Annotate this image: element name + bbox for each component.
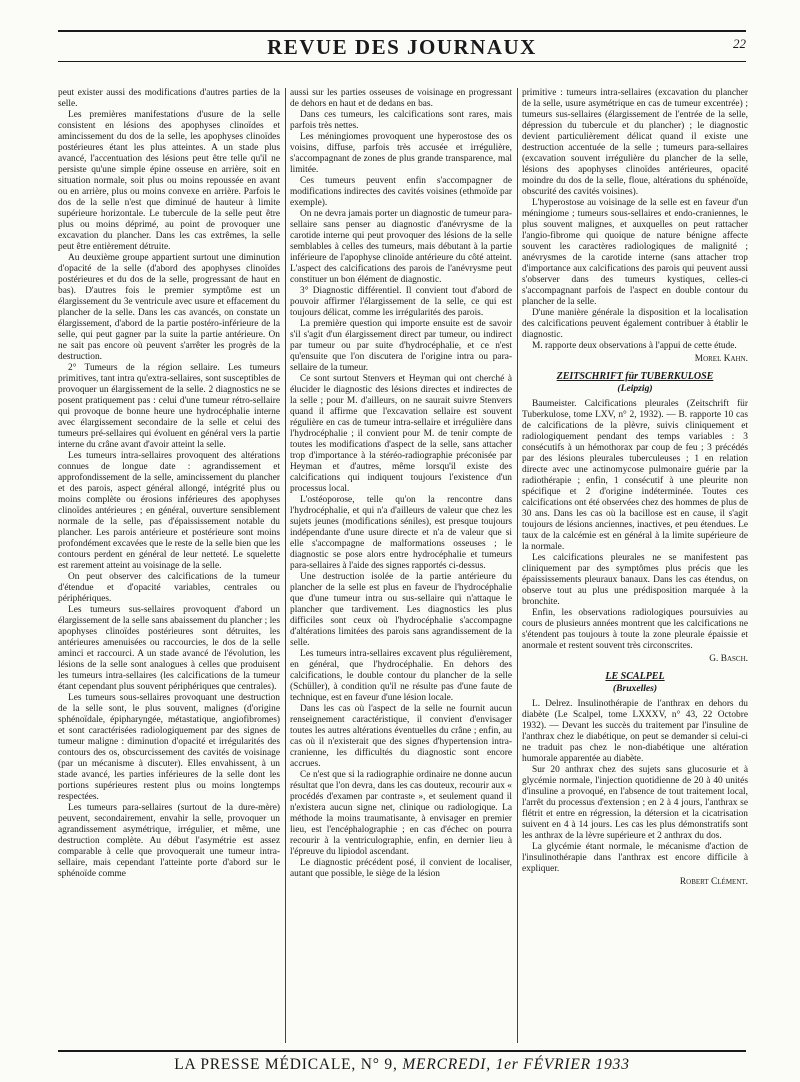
paragraph: Ce n'est que si la radiographie ordinaire ne donne aucun résultat que l'on devra, dans les cas douteux, recourir aux « procédés d'examen par contraste », et seulement quand il n'existera aucun signe net, clinique ou radiologique. La méthode la moins traumatisante, à envisager en premier lieu, est l'encéphalographie ; en cas d'échec on pourra recourir à la ventriculographie, enfin, en dernier lieu à l'épreuve du lipiodol ascendant. [290,770,512,857]
paragraph: Les méningiomes provoquent une hyperostose des os voisins, diffuse, parfois très accusée et irrégulière, s'accompagnant de zones de plus grande transparence, mal limitée. [290,132,512,175]
paragraph: Ce sont surtout Stenvers et Heyman qui ont cherché à élucider le diagnostic des lésions directes et indirectes de la selle ; pour M. d'ailleurs, on ne saurait suivre Stenvers quand il affirme que l'excavation sellaire est souvent régulière en cas de tumeur intra-sellaire et irrégulière dans l'hydrocéphalie ; il convient pour M. de tenir compte de toutes les modifications d'aspect de la selle, sans attacher trop d'importance à la stéréo-radiographie préconisée par Heyman et d'autres, même lorsqu'il existe des calcifications qui indiquent toujours l'existence d'un processus local. [290,374,512,494]
paragraph: L'ostéoporose, telle qu'on la rencontre dans l'hydrocéphalie, et qui n'a d'ailleurs de valeur que chez les sujets jeunes (modifications séniles), est presque toujours indépendante d'une usure directe et n'a de valeur que si elle s'accompagne de malformations osseuses ; le diagnostic se pose alors entre hydrocéphalie et tumeurs para-sellaires à l'aide des signes rapportés ci-dessus. [290,495,512,571]
column-3 [522,88,748,1048]
journal-heading: ZEITSCHRIFT für TUBERKULOSE [556,371,714,382]
footer-date: MERCREDI, 1er FÉVRIER 1933 [402,1056,630,1073]
paragraph: aussi sur les parties osseuses de voisinage en progressant de dehors en haut et de dedans en bas. [290,88,512,109]
paragraph: Dans les cas où l'aspect de la selle ne fournit aucun renseignement caractéristique, il convient d'envisager toutes les autres altérations éventuelles du crâne ; enfin, au cas où il n'existerait que des signes d'hypertension intra-cranienne, les difficultés du diagnostic sont encore accrues. [290,704,512,769]
paragraph: La glycémie étant normale, le mécanisme d'action de l'insulinothérapie dans l'anthrax est encore difficile à expliquer. [522,842,748,874]
footer-line [58,1056,746,1074]
article-columns [58,88,748,1048]
paragraph: Les tumeurs sus-sellaires provoquent d'abord un élargissement de la selle sans abaissement du plancher ; les apophyses clinoïdes postérieures sont détruites, les antérieures amenuisées ou raccourcies, le dos de la selle aminci et raccourci. A un stade avancé de l'évolution, les lésions de la selle sont analogues à celles que produisent les tumeurs intra-sellaires (les calcifications de la tumeur étant cependant plus souvent périphériques que centrales). [58,605,280,692]
paragraph: Enfin, les observations radiologiques poursuivies au cours de plusieurs années montrent que les calcifications ne s'étendent pas toujours à toute la zone pleurale épaissie et anormale et restent souvent très circonscrites. [522,608,748,651]
header-rule [58,61,746,62]
journal-location: (Leipzig) [617,383,653,394]
paragraph: Les tumeurs sous-sellaires provoquant une destruction de la selle sont, le plus souvent, malignes (d'origine sphénoïdale, épipharyngée, métastatique, angiofibromes) et sont caractérisées radiologiquement par des signes de tumeur maligne : diminution d'opacité et irrégularités des contours des os, obscurcissement des cavités de voisinage (par un mécanisme à discuter). Elles envahissent, à un stade avancé, les parties inférieures de la selle dont les portions supérieures restent plus ou moins longtemps respectées. [58,693,280,802]
page-header [58,30,746,64]
paragraph: 3° Diagnostic différentiel. Il convient tout d'abord de pouvoir affirmer l'élargissement de la selle, ce qui est toujours délicat, comme les irrégularités des parois. [290,286,512,318]
author-signature: G. Basch. [709,654,748,664]
column-divider [517,88,518,1043]
column-2 [290,88,512,1048]
paragraph: primitive : tumeurs intra-sellaires (excavation du plancher de la selle, usure asymétrique en cas de tumeur excentrée) ; tumeurs sus-sellaires (élargissement de l'entrée de la selle, dépression du tubercule et du plancher) ; le diagnostic devient particulièrement délicat quand il existe une destruction accentuée de la selle ; tumeurs para-sellaires (excavation souvent irrégulière du plancher de la selle, lésions des apophyses clinoïdes antérieures, opacité moindre du dos de la selle, floue, altérations du sphénoïde, obscurité des cavités voisines). [522,88,748,197]
paragraph: On ne devra jamais porter un diagnostic de tumeur para-sellaire sans penser au diagnostic d'anévrysme de la carotide interne qui peut provoquer des lésions de la selle semblables à celles des tumeurs, mais débutant à la partie inférieure de l'apophyse clinoïde antérieure du côté atteint. L'aspect des calcifications des parois de l'anévrysme peut constituer un bon élément de diagnostic. [290,209,512,285]
author-signature: Morel Kahn. [694,354,748,364]
paragraph: D'une manière générale la disposition et la localisation des calcifications peuvent également contribuer à établir le diagnostic. [522,308,748,340]
paragraph: Les tumeurs intra-sellaires excavent plus régulièrement, en général, que l'hydrocéphalie. En dehors des calcifications, le double contour du plancher de la selle (Schüller), à condition qu'il ne résulte pas d'une faute de technique, est en faveur d'une lésion locale. [290,649,512,703]
journal-location: (Bruxelles) [612,683,658,694]
paragraph: 2° Tumeurs de la région sellaire. Les tumeurs primitives, tant intra qu'extra-sellaires, sont susceptibles de provoquer un élargissement de la selle. 2 diagnostics ne se posent pratiquement pas : celui d'une tumeur rétro-sellaire qui provoque de bonne heure une hydrocéphalie interne avec élargissement secondaire de la selle et celui des tumeurs pré-sellaires qui évoluent en général vers la partie interne du crâne avant d'avoir atteint la selle. [58,363,280,450]
paragraph: L'hyperostose au voisinage de la selle est en faveur d'un méningiome ; tumeurs sous-sellaires et endo-craniennes, le plus souvent malignes, et auxquelles on peut rattacher l'angio-fibrome qui quoique de nature bénigne affecte souvent les caractères radiologiques de malignité ; anévrysmes de la carotide interne (sans attacher trop d'importance aux calcifications des parois qui peuvent aussi s'observer dans des tumeurs kystiques, celles-ci s'accompagnant parfois de l'aspect en double contour du plancher de la selle. [522,198,748,307]
paragraph: Au deuxième groupe appartient surtout une diminution d'opacité de la selle (d'abord des apophyses clinoïdes postérieures et du dos de la selle, progressant de haut en bas). D'autres fois le premier symptôme est un élargissement du 3e ventricule avec usure et effacement du plancher de la selle. Dans les cas avancés, on constate un élargissement, d'abord de la partie postéro-inférieure de la selle, qui peut gagner par la suite la partie antérieure. On ne sait pas encore où peuvent s'arrêter les progrès de la destruction. [58,253,280,362]
column-divider [285,88,286,1043]
header-rule [58,30,746,32]
paragraph: Les tumeurs intra-sellaires provoquent des altérations connues de longue date : agrandissement et approfondissement de la selle, amincissement du plancher et des parois, aspect général allongé, intégrité plus ou moins complète ou érosions inférieures des apophyses clinoïdes antérieures ; en général, ouverture sensiblement normale de la selle, pas d'épaississement notable du plancher. Les parois antérieure et postérieure sont moins profondément excavées que le reste de la selle bien que les contours perdent en général de leur netteté. Le squelette est rarement atteint au voisinage de la selle. [58,451,280,571]
journal-heading: LE SCALPEL [605,671,665,682]
page-footer [58,1050,746,1076]
paragraph: Sur 20 anthrax chez des sujets sans glucosurie et à glycémie normale, l'injection quotidienne de 20 à 40 unités d'insuline a provoqué, en l'absence de tout traitement local, l'arrêt du processus d'extension ; en 2 à 4 jours, l'anthrax se flétrit et entre en régression, la détersion et la cicatrisation suivent en 4 à 14 jours. Les cas les plus démonstratifs sont les anthrax de la lèvre supérieure et 2 anthrax du dos. [522,765,748,841]
paragraph: On peut observer des calcifications de la tumeur d'étendue et d'opacité variables, centrales ou périphériques. [58,572,280,604]
paragraph: L. Delrez. Insulinothérapie de l'anthrax en dehors du diabète (Le Scalpel, tome LXXXV, n° 43, 22 Octobre 1932). — Devant les succès du traitement par l'insuline de l'anthrax chez le diabétique, on peut se demander si celui-ci ne traduit pas chez le non-diabétique une altération humorale apparentée au diabète. [522,699,748,764]
journal-section-title: REVUE DES JOURNAUX [267,35,537,59]
paragraph: Les premières manifestations d'usure de la selle consistent en lésions des apophyses clinoïdes et amincissement du dos de la selle, les apophyses clinoïdes postérieures étant les plus atteintes. A un stade plus avancé, l'accentuation des lésions peut être telle qu'il ne persiste qu'une simple épine osseuse en arrière, soit en situation normale, soit plus ou moins repoussée en avant ou en arrière, plus ou moins convexe en arrière. Parfois le dos de la selle n'est que diminué de hauteur à limite supérieure horizontale. Le tubercule de la selle peut être plus ou moins déprimé, au point de provoquer une excavation du plancher. Dans les cas extrêmes, la selle peut être entièrement détruite. [58,110,280,252]
paragraph: La première question qui importe ensuite est de savoir s'il s'agit d'un élargissement direct par tumeur, ou indirect par tumeur ou par suite d'hydrocéphalie, et ce n'est qu'ensuite que l'on discutera de l'origine intra ou para-sellaire de la tumeur. [290,319,512,373]
page-number: 22 [733,36,746,51]
paragraph: Dans ces tumeurs, les calcifications sont rares, mais parfois très nettes. [290,110,512,131]
column-1 [58,88,280,1048]
author-signature: Robert Clément. [679,877,748,887]
paragraph: Les calcifications pleurales ne se manifestent pas cliniquement par des symptômes plus précis que les épaississements pleuraux banaux. Dans les cas étendus, on observe tout au plus une prédisposition marquée à la bronchite. [522,553,748,607]
paragraph: Le diagnostic précédent posé, il convient de localiser, autant que possible, le siège de la lésion [290,858,512,879]
footer-journal: LA PRESSE MÉDICALE, N° 9, [174,1056,398,1073]
paragraph: Les tumeurs para-sellaires (surtout de la dure-mère) peuvent, secondairement, envahir la selle, provoquer un agrandissement asymétrique, irrégulier, et même, une destruction complète. Au début l'asymétrie est assez comparable à celle que provoquerait une tumeur intra-sellaire, mais cependant l'atteinte porte d'abord sur le sphénoïde comme [58,803,280,879]
paragraph: peut exister aussi des modifications d'autres parties de la selle. [58,88,280,109]
paragraph: Baumeister. Calcifications pleurales (Zeitschrift für Tuberkulose, tome LXV, n° 2, 1932). — B. rapporte 10 cas de calcifications de la plèvre, suivis cliniquement et radiologiquement pendant des temps variables : 3 consécutifs à un hémothorax par coup de feu ; 3 précédés par des lésions pleurales tuberculeuses ; 1 en relation directe avec une actinomycose pulmonaire guérie par la radiothérapie ; enfin, 1 consécutif à une pleurite non spécifique et 2 d'origine indéterminée. Toutes ces calcifications ont été observées chez des hommes de plus de 30 ans. Dans les cas où la bacillose est en cause, il s'agit toujours de lésions anciennes, inactives, et peu étendues. Le taux de la calcémie est en général à la limite supérieure de la normale. [522,399,748,552]
paragraph: Une destruction isolée de la partie antérieure du plancher de la selle est plus en faveur de l'hydrocéphalie que d'une tumeur intra ou sus-sellaire qui n'attaque le plancher que tardivement. Les diagnostics les plus difficiles sont ceux où l'hydrocéphalie s'accompagne d'altérations limitées des parois sans agrandissement de la selle. [290,572,512,648]
paragraph: M. rapporte deux observations à l'appui de cette étude. [532,341,737,351]
paragraph: Ces tumeurs peuvent enfin s'accompagner de modifications indirectes des cavités voisines (ethmoïde par exemple). [290,176,512,208]
